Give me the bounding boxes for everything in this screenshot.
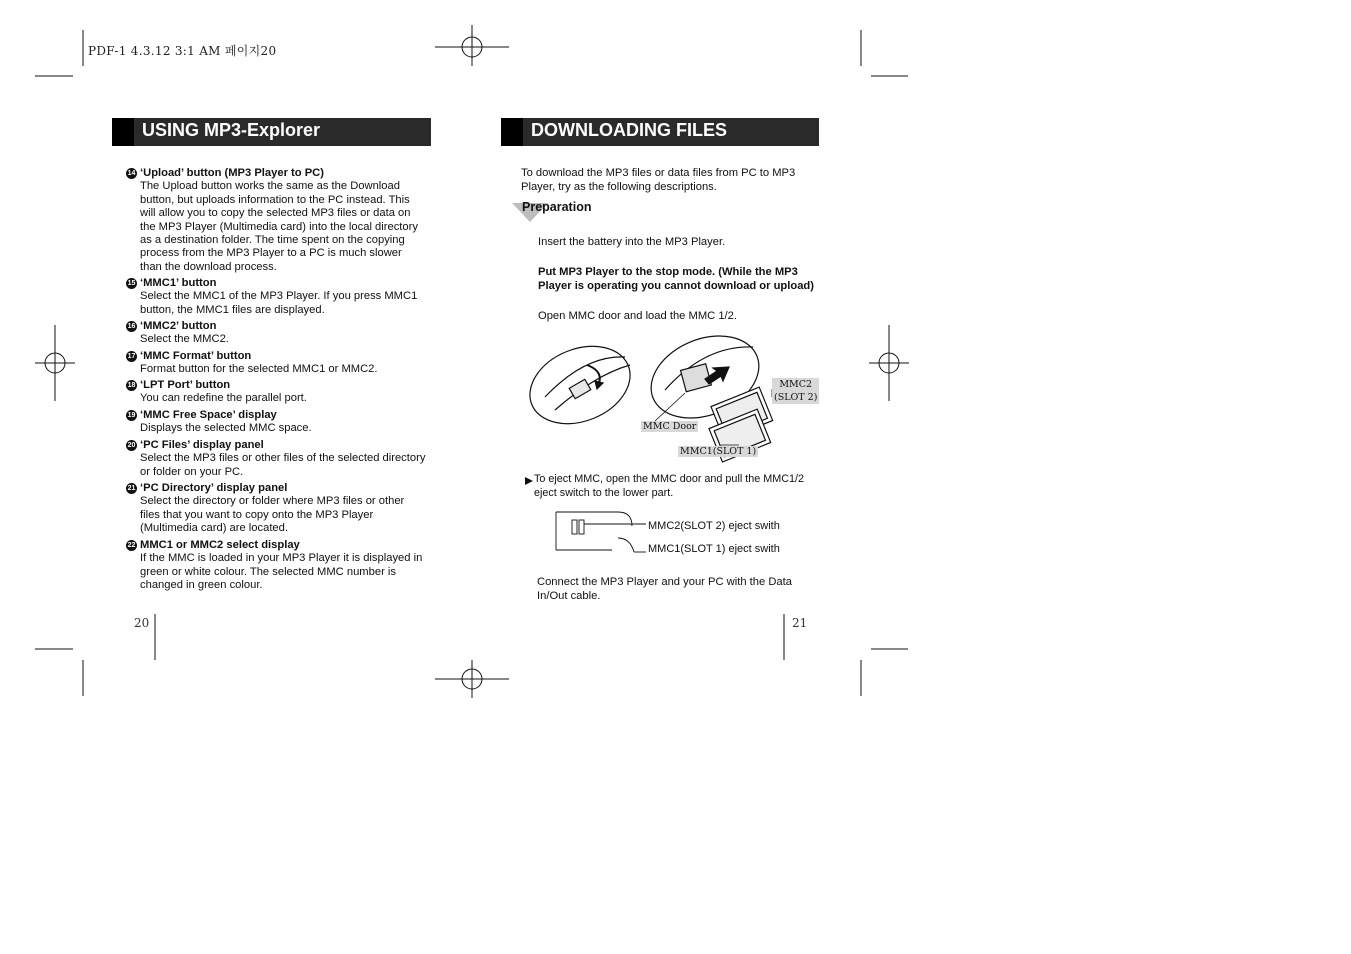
list-item	[126, 482, 426, 536]
preparation-heading: Preparation	[522, 200, 592, 214]
page-number-left: 20	[134, 616, 150, 630]
list-item	[126, 350, 426, 377]
label-mmc2-eject-switch: MMC2(SLOT 2) eject swith	[648, 520, 780, 532]
number-badge: 18	[127, 382, 136, 390]
list-item	[126, 320, 426, 347]
item-body: Displays the selected MMC space.	[140, 422, 312, 435]
number-badge: 19	[127, 412, 136, 420]
list-item	[126, 277, 426, 317]
number-badge: 15	[127, 280, 136, 288]
item-heading: ‘PC Directory’ display panel	[140, 482, 288, 494]
title-block-marker	[501, 118, 523, 146]
item-body: Select the MMC1 of the MP3 Player. If you press MMC1 button, the MMC1 files are displayed.	[140, 290, 418, 316]
step-insert-battery: Insert the battery into the MP3 Player.	[538, 236, 726, 248]
number-badge: 17	[127, 353, 136, 361]
item-body: You can redefine the parallel port.	[140, 392, 307, 405]
eject-switch-diagram	[552, 508, 648, 558]
registration-mark-left	[35, 325, 75, 401]
list-item	[126, 409, 426, 436]
label-mmc2-line2: (SLOT 2)	[774, 392, 818, 403]
number-badge: 20	[127, 442, 136, 450]
item-heading: ‘Upload’ button (MP3 Player to PC)	[140, 167, 324, 179]
list-item	[126, 167, 426, 274]
step-stop-mode: Put MP3 Player to the stop mode. (While the MP3 Player is operating you cannot download or upload)	[538, 266, 814, 292]
print-header: PDF-1 4.3.12 3:1 AM 페이지20	[88, 44, 277, 58]
right-section-title-bar	[501, 118, 819, 146]
item-body: Select the MMC2.	[140, 333, 229, 346]
registration-mark-right	[869, 325, 909, 401]
registration-mark-top	[435, 25, 509, 66]
eject-note: To eject MMC, open the MMC door and pull the MMC1/2 eject switch to the lower part.	[534, 473, 805, 499]
label-mmc2-slot2	[772, 378, 819, 404]
step-open-door: Open MMC door and load the MMC 1/2.	[538, 310, 737, 322]
title-block-marker	[112, 118, 134, 146]
number-badge: 21	[127, 485, 136, 493]
label-mmc1-slot1: MMC1(SLOT 1)	[680, 446, 757, 457]
item-body: If the MMC is loaded in your MP3 Player it is displayed in green or white colour. The selected MMC number is changed in green colour.	[140, 552, 423, 592]
item-heading: ‘MMC Free Space’ display	[140, 409, 277, 421]
item-body: The Upload button works the same as the Download button, but uploads information to the PC instead. This will allow you to copy the selected MP3 files or data on the MP3 Player (Multimedia card) into the local directory as a destination folder. The time spent on the copying process from the MP3 Player to a PC is much slower than the download process.	[140, 180, 418, 273]
list-item	[126, 539, 426, 593]
item-heading: ‘LPT Port’ button	[140, 379, 231, 391]
registration-mark-bottom	[435, 660, 509, 698]
bullet-arrow-icon	[524, 476, 534, 486]
item-heading: ‘MMC2’ button	[140, 320, 217, 332]
number-badge: 16	[127, 323, 136, 331]
item-body: Select the directory or folder where MP3 files or other files that you want to copy onto the MP3 Player (Multimedia card) are located.	[140, 495, 405, 535]
intro-paragraph: To download the MP3 files or data files from PC to MP3 Player, try as the following descriptions.	[521, 167, 796, 193]
item-heading: ‘MMC Format’ button	[140, 350, 252, 362]
label-mmc2-line1: MMC2	[779, 379, 813, 390]
number-badge: 14	[127, 170, 136, 178]
item-body: Select the MP3 files or other files of the selected directory or folder on your PC.	[140, 452, 426, 478]
item-heading: MMC1 or MMC2 select display	[140, 539, 300, 551]
left-section-title-bar	[112, 118, 431, 146]
list-item	[126, 439, 426, 479]
page-number-right: 21	[792, 616, 808, 630]
left-section-title: USING MP3-Explorer	[142, 120, 321, 140]
label-mmc-door: MMC Door	[643, 421, 697, 432]
item-heading: ‘PC Files’ display panel	[140, 439, 264, 451]
label-mmc1-eject-switch: MMC1(SLOT 1) eject swith	[648, 543, 780, 555]
connect-note: Connect the MP3 Player and your PC with the Data In/Out cable.	[537, 576, 792, 602]
number-badge: 22	[127, 542, 136, 550]
right-section-title: DOWNLOADING FILES	[531, 120, 727, 140]
item-body: Format button for the selected MMC1 or MMC2.	[140, 363, 378, 376]
item-heading: ‘MMC1’ button	[140, 277, 217, 289]
list-item	[126, 379, 426, 406]
